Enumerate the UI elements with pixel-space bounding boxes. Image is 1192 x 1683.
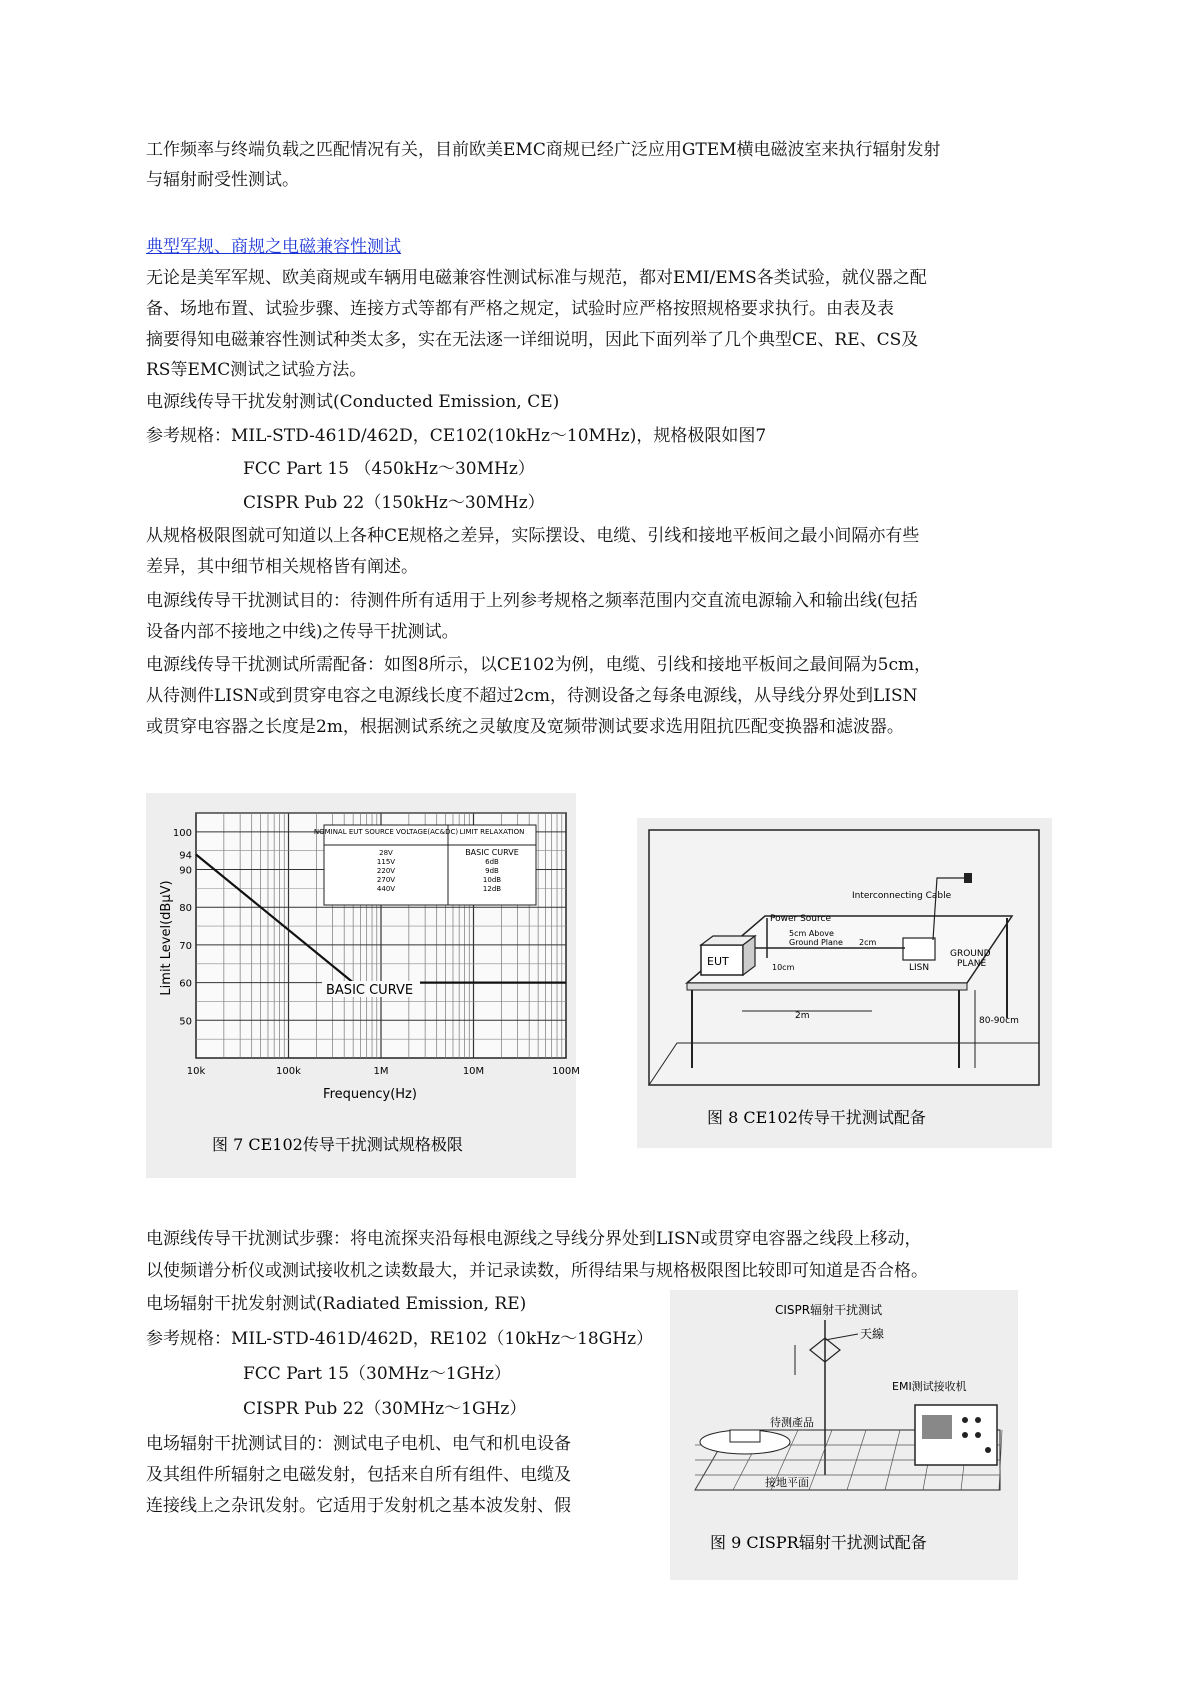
x-tick-label: 100k	[276, 1066, 301, 1077]
two-cm-label: 2cm	[859, 938, 877, 947]
above-label-2: Ground Plane	[789, 938, 843, 947]
body-text-line: 设备内部不接地之中线)之传导干扰测试。	[146, 622, 459, 642]
y-tick-label: 60	[179, 978, 192, 990]
cispr-setup-diagram	[670, 1290, 1018, 1580]
re-reference-cispr: CISPR Pub 22（30MHz～1GHz）	[243, 1399, 527, 1419]
receiver-knob	[975, 1417, 981, 1423]
body-text-line: 差异，其中细节相关规格皆有阐述。	[146, 557, 418, 577]
ground-plane-label-2: PLANE	[957, 959, 987, 969]
x-tick-label: 10M	[462, 1066, 485, 1077]
interconnecting-label: Interconnecting Cable	[852, 891, 952, 901]
figure-9-title: CISPR辐射干扰测试	[775, 1303, 883, 1317]
ce-reference-cispr: CISPR Pub 22（150kHz～30MHz）	[243, 493, 545, 513]
power-source-label: Power Source	[770, 914, 831, 924]
height-label: 80-90cm	[979, 1016, 1019, 1026]
curve-label: BASIC CURVE	[326, 983, 414, 998]
limit-chart	[146, 793, 580, 1178]
re-heading: 电场辐射干扰发射测试(Radiated Emission, RE)	[146, 1294, 527, 1314]
figure-7	[146, 793, 580, 1178]
body-text-line: 备、场地布置、试验步骤、连接方式等都有严格之规定，试验时应严格按照规格要求执行。由表及表	[146, 299, 894, 319]
body-text-line: RS等EMC测试之试验方法。	[146, 360, 367, 380]
y-tick-label: 80	[179, 903, 192, 915]
relax-cell: 9dB	[485, 867, 499, 875]
antenna-leader	[825, 1334, 858, 1340]
y-tick-label: 94	[179, 850, 192, 862]
table-head-voltage: NOMINAL EUT SOURCE VOLTAGE(AC&DC)	[313, 828, 459, 836]
ce102-setup-diagram	[637, 818, 1052, 1148]
receiver-knob	[962, 1432, 968, 1438]
receiver-label: EMI测试接收机	[892, 1380, 967, 1393]
ce-heading: 电源线传导干扰发射测试(Conducted Emission, CE)	[146, 392, 560, 412]
x-tick-label: 1M	[373, 1066, 389, 1077]
body-text-line: 无论是美军军规、欧美商规或车辆用电磁兼容性测试标准与规范，都对EMI/EMS各类试验，就仪器之配	[146, 268, 927, 288]
voltage-cell: 440V	[376, 885, 396, 893]
y-axis-label: Limit Level(dBμV)	[159, 880, 174, 996]
re-reference-fcc: FCC Part 15（30MHz～1GHz）	[243, 1364, 512, 1384]
voltage-cell: 115V	[376, 858, 396, 866]
antenna-label: 天線	[860, 1327, 885, 1341]
figure-9-caption: 图 9 CISPR辐射干扰测试配备	[710, 1533, 927, 1552]
eut-label: EUT	[707, 955, 729, 968]
body-text-line: 及其组件所辐射之电磁发射，包括来自所有组件、电缆及	[146, 1465, 571, 1485]
y-tick-label: 50	[179, 1016, 192, 1028]
body-text-line: 或贯穿电容器之长度是2m，根据测试系统之灵敏度及宽频带测试要求选用阻抗匹配变换器和滤波器。	[146, 717, 904, 737]
table-basic-curve: BASIC CURVE	[465, 848, 519, 857]
receiver-knob	[975, 1432, 981, 1438]
x-axis-label: Frequency(Hz)	[323, 1087, 417, 1102]
body-text-line: 连接线上之杂讯发射。它适用于发射机之基本波发射、假	[146, 1496, 571, 1516]
body-text-line: 从规格极限图就可知道以上各种CE规格之差异，实际摆设、电缆、引线和接地平板间之最小间隔亦有些	[146, 526, 920, 546]
table-edge	[687, 983, 967, 990]
ce-reference-fcc: FCC Part 15 （450kHz～30MHz）	[243, 459, 535, 479]
lisn-label: LISN	[909, 963, 930, 973]
cable-connector	[964, 873, 972, 883]
body-text-line: 电源线传导干扰测试步骤：将电流探夹沿每根电源线之导线分界处到LISN或贯穿电容器之线段上移动，	[146, 1229, 922, 1249]
relax-cell: 12dB	[482, 885, 502, 893]
body-text-line: 电源线传导干扰测试所需配备：如图8所示，以CE102为例，电缆、引线和接地平板间之最间隔为5cm，	[146, 655, 932, 675]
ce-reference: 参考规格：MIL-STD-461D/462D，CE102(10kHz～10MHz)，规格极限如图7	[146, 426, 767, 446]
receiver-knob	[962, 1417, 968, 1423]
ground-label: 接地平面	[765, 1476, 809, 1489]
section-heading-link[interactable]: 典型军规、商规之电磁兼容性测试	[146, 237, 401, 257]
body-text-line: 摘要得知电磁兼容性测试种类太多，实在无法逐一详细说明，因此下面列举了几个典型CE、RE、CS及	[146, 330, 919, 350]
x-tick-label: 10k	[186, 1066, 206, 1077]
body-text-line: 与辐射耐受性测试。	[146, 170, 299, 190]
receiver-screen	[922, 1415, 952, 1439]
relax-cell: 6dB	[485, 858, 499, 866]
y-tick-label: 90	[179, 865, 192, 877]
table-head-relaxation: LIMIT RELAXATION	[459, 828, 525, 836]
figure-7-caption: 图 7 CE102传导干扰测试规格极限	[212, 1135, 463, 1154]
voltage-cell: 220V	[376, 867, 396, 875]
lisn-box	[903, 938, 935, 960]
x-tick-label: 100M	[552, 1066, 580, 1077]
body-text-line: 从待测件LISN或到贯穿电容之电源线长度不超过2cm，待测设备之每条电源线，从导线分界处到LISN	[146, 686, 918, 706]
relax-cell: 10dB	[482, 876, 502, 884]
voltage-cell: 270V	[376, 876, 396, 884]
y-tick-label: 100	[172, 827, 192, 839]
voltage-cell: 28V	[379, 849, 393, 857]
receiver-knob	[985, 1447, 991, 1453]
relaxation-table	[314, 825, 536, 905]
body-text-line: 工作频率与终端负载之匹配情况有关，目前欧美EMC商规已经广泛应用GTEM横电磁波室来执行辐射发射	[146, 140, 941, 160]
figure-8-caption: 图 8 CE102传导干扰测试配备	[707, 1108, 926, 1127]
y-tick-label: 70	[179, 940, 192, 952]
body-text-line: 电场辐射干扰测试目的：测试电子电机、电气和机电设备	[146, 1434, 571, 1454]
figure-9	[670, 1290, 1018, 1580]
ground-plane-label-1: GROUND	[950, 949, 991, 959]
body-text-line: 电源线传导干扰测试目的：待测件所有适用于上列参考规格之频率范围内交直流电源输入和输出线(包括	[146, 591, 918, 611]
body-text-line: 以使频谱分析仪或测试接收机之读数最大，并记录读数，所得结果与规格极限图比较即可知道是否合格。	[146, 1261, 928, 1281]
two-m-label: 2m	[795, 1011, 810, 1021]
product-label: 待测產品	[770, 1416, 814, 1429]
ten-cm-label: 10cm	[772, 963, 795, 972]
product-box	[730, 1430, 760, 1442]
figure-8	[637, 818, 1052, 1148]
re-reference: 参考规格：MIL-STD-461D/462D，RE102（10kHz～18GHz）	[146, 1329, 654, 1349]
above-label-1: 5cm Above	[789, 929, 834, 938]
